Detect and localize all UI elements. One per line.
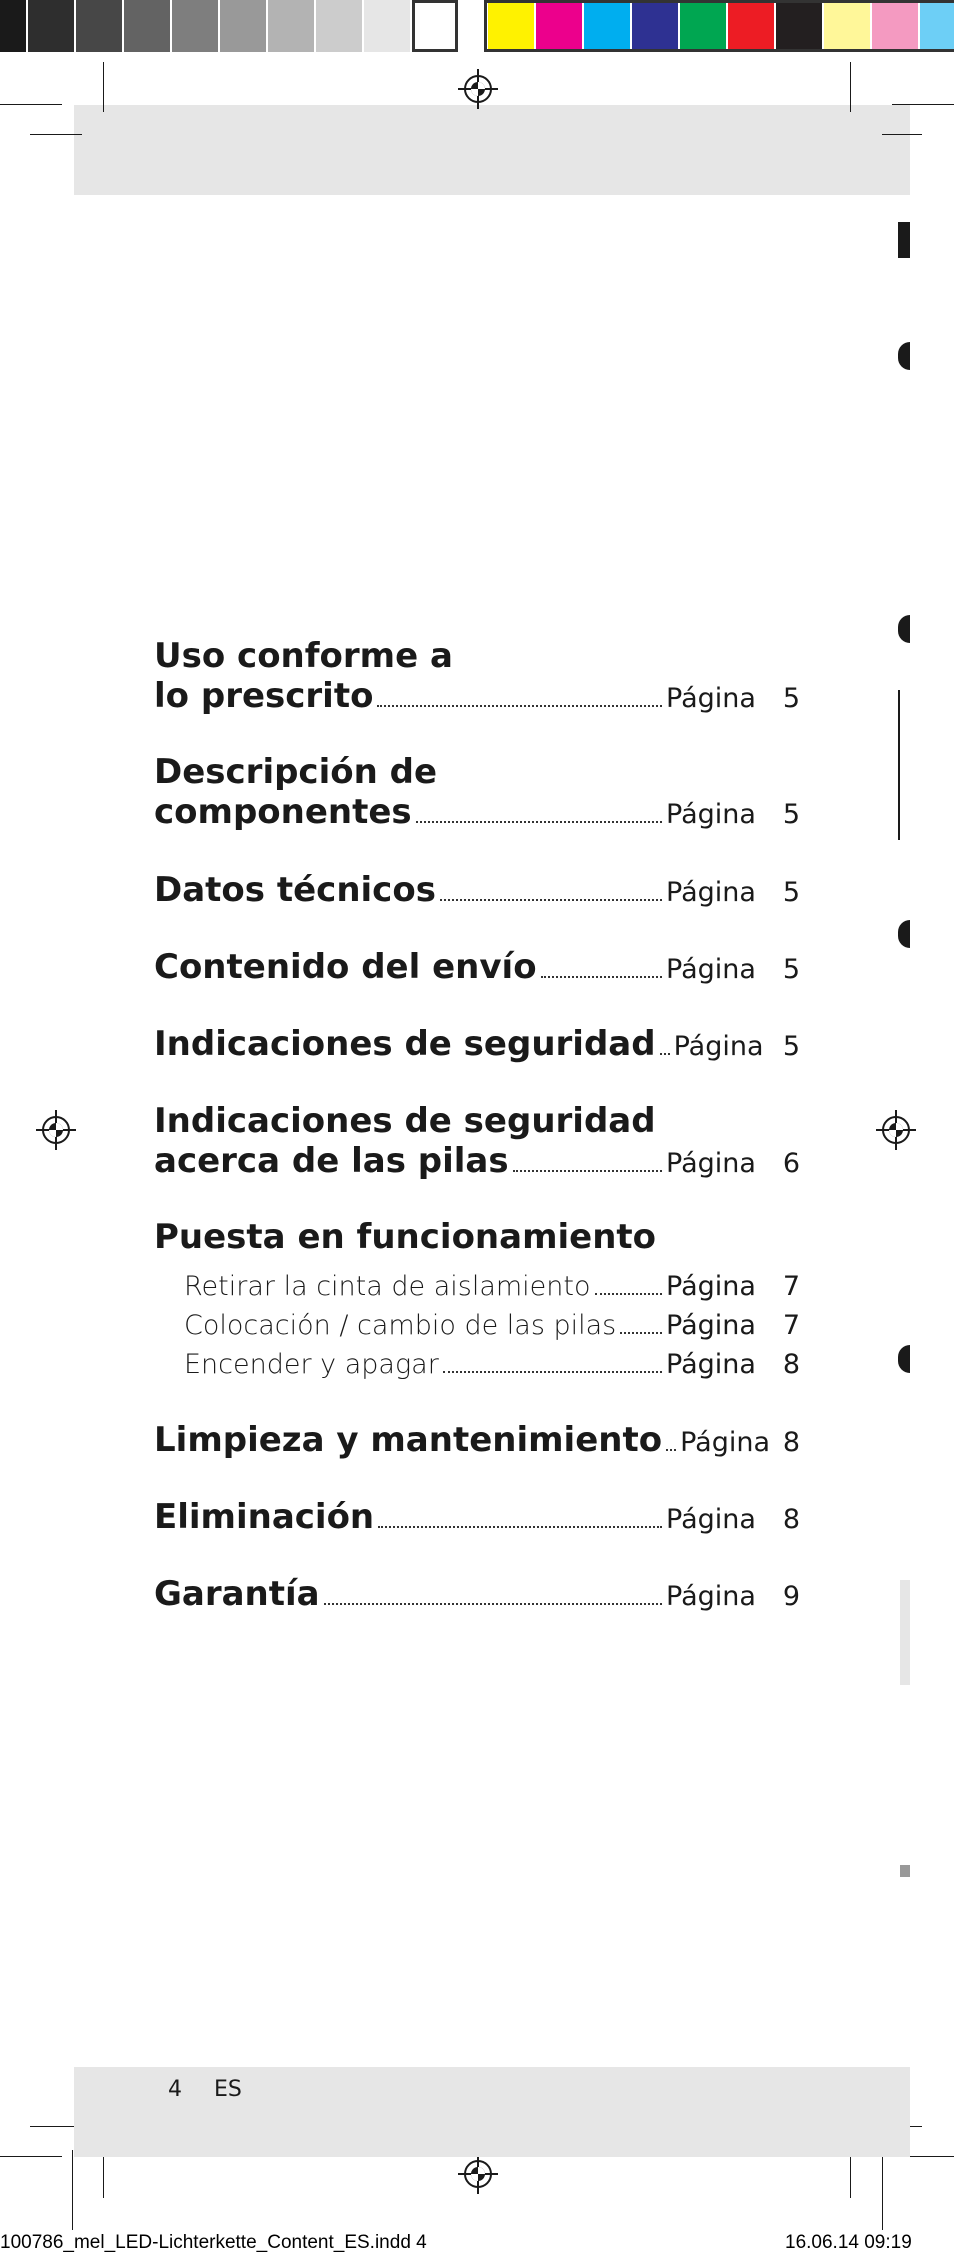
page-label: Página (666, 1310, 756, 1341)
toc-subtitle: Retirar la cinta de aislamiento (184, 1271, 591, 1302)
page-number: 7 (782, 1271, 800, 1302)
crop-mark (850, 62, 851, 112)
toc-entry-uso (154, 636, 800, 716)
toc-title: Contenido del envío (154, 947, 537, 987)
page-number: 5 (782, 877, 800, 908)
page-number: 5 (782, 1031, 800, 1062)
toc-entry-descripcion (154, 752, 800, 832)
dot-leader (416, 821, 662, 823)
registration-mark-icon (458, 69, 498, 109)
dot-leader (595, 1293, 662, 1295)
page-label: Página (673, 1031, 764, 1062)
crop-mark (72, 2150, 73, 2230)
gray-swatch (268, 0, 314, 52)
slug-filename: 100786_mel_LED-Lichterkette_Content_ES.indd 4 (0, 2232, 427, 2253)
slug-datetime: 16.06.14 09:19 (785, 2232, 912, 2253)
color-bar-frame (484, 0, 954, 52)
facing-page-fragment (898, 615, 910, 643)
gray-swatch (412, 0, 458, 52)
footer-page-number: 4 (168, 2077, 182, 2102)
toc-subentry-encender (184, 1346, 800, 1384)
facing-page-fragment (898, 222, 910, 258)
page-number: 8 (782, 1427, 800, 1458)
page-number: 8 (782, 1504, 800, 1535)
registration-mark-icon (876, 1110, 916, 1150)
toc-subentry-colocacion (184, 1307, 800, 1345)
page-number: 8 (782, 1349, 800, 1380)
dot-leader (443, 1371, 662, 1373)
toc-subtitle: Colocación / cambio de las pilas (184, 1310, 617, 1341)
dot-leader (620, 1332, 662, 1334)
facing-page-table-fragment (898, 690, 912, 840)
toc-entry-eliminacion (154, 1497, 800, 1537)
toc-subentry-retirar (184, 1268, 800, 1306)
toc-title: Limpieza y mantenimiento (154, 1420, 663, 1460)
page-label: Página (666, 683, 756, 714)
toc-entry-pilas (154, 1101, 800, 1181)
gray-swatch (0, 0, 26, 52)
toc-title: Uso conforme a (154, 636, 453, 676)
page-label: Página (666, 1349, 756, 1380)
gray-swatch (76, 0, 122, 52)
toc-title: Eliminación (154, 1497, 375, 1537)
page-number: 7 (782, 1310, 800, 1341)
toc-title: acerca de las pilas (154, 1141, 509, 1181)
crop-mark (0, 104, 62, 105)
registration-mark-icon (458, 2154, 498, 2194)
crop-mark (30, 134, 82, 135)
toc-entry-limpieza (154, 1420, 800, 1460)
toc-subtitle: Encender y apagar (184, 1349, 439, 1380)
toc-title: Descripción de (154, 752, 438, 792)
page-number: 5 (782, 954, 800, 985)
dot-leader (378, 1526, 662, 1528)
toc-title: Indicaciones de seguridad (154, 1101, 656, 1141)
gray-swatch (124, 0, 170, 52)
crop-mark (0, 2156, 62, 2157)
facing-page-fragment (898, 920, 910, 948)
facing-page-fragment (900, 1580, 910, 1685)
crop-mark (892, 104, 954, 105)
page-label: Página (666, 1504, 756, 1535)
page-number: 5 (782, 799, 800, 830)
toc-entry-indicaciones (154, 1024, 800, 1064)
gray-swatch (172, 0, 218, 52)
gray-swatch (220, 0, 266, 52)
toc-entry-puesta (154, 1217, 800, 1257)
page-label: Página (666, 799, 756, 830)
page-label: Página (666, 1271, 756, 1302)
footer-language: ES (214, 2077, 242, 2102)
header-gray-panel (74, 105, 910, 195)
footer-gray-panel (74, 2067, 910, 2157)
dot-leader (440, 899, 662, 901)
dot-leader (660, 1053, 670, 1055)
dot-leader (666, 1449, 676, 1451)
gray-swatch (316, 0, 362, 52)
crop-mark (882, 2150, 883, 2230)
page-label: Página (666, 1581, 756, 1612)
color-calibration-bar (0, 0, 954, 52)
facing-page-fragment (898, 1345, 910, 1373)
toc-title: lo prescrito (154, 676, 374, 716)
dot-leader (377, 705, 662, 707)
toc-title: Puesta en funcionamiento (154, 1217, 657, 1257)
page-number: 6 (782, 1148, 800, 1179)
page-number: 5 (782, 683, 800, 714)
dot-leader (541, 976, 662, 978)
dot-leader (513, 1170, 662, 1172)
toc-title: Datos técnicos (154, 870, 436, 910)
toc-entry-garantia (154, 1574, 800, 1614)
gray-swatch (28, 0, 74, 52)
toc-entry-contenido (154, 947, 800, 987)
page-label: Página (680, 1427, 770, 1458)
gray-swatch (364, 0, 410, 52)
page-label: Página (666, 1148, 756, 1179)
crop-mark (882, 134, 922, 135)
page-number: 9 (782, 1581, 800, 1612)
page-label: Página (666, 954, 756, 985)
dot-leader (324, 1603, 662, 1605)
registration-mark-icon (36, 1110, 76, 1150)
page-label: Página (666, 877, 756, 908)
toc-title: Indicaciones de seguridad (154, 1024, 656, 1064)
facing-page-fragment (898, 342, 910, 370)
facing-page-fragment (900, 1865, 910, 1877)
toc-title: componentes (154, 792, 412, 832)
crop-mark (103, 62, 104, 112)
toc-entry-datos (154, 870, 800, 910)
toc-title: Garantía (154, 1574, 320, 1614)
